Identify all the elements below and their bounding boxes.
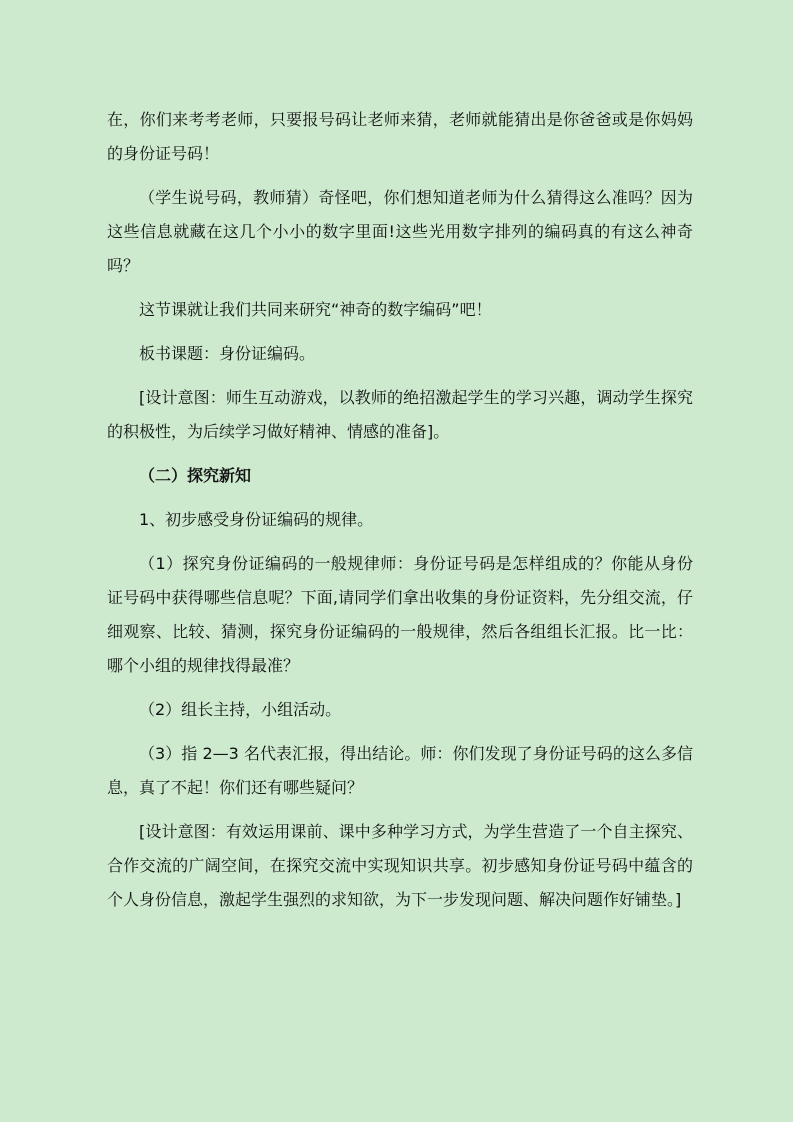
paragraph-step-1-1: （1）探究身份证编码的一般规律师：身份证号码是怎样组成的？你能从身份证号码中获得哪些信息呢？下面,请同学们拿出收集的身份证资料，先分组交流，仔细观察、比较、猜测，探究身份证编码的一般规律，然后各组组长汇报。比一比：哪个小组的规律找得最准？ (107, 554, 693, 675)
paragraph-design-intent-1: [设计意图：师生互动游戏，以教师的绝招激起学生的学习兴趣，调动学生探究的积极性，为后续学习做好精神、情感的准备]。 (107, 388, 693, 441)
section-heading-explore: （二）探究新知 (139, 466, 252, 485)
paragraph-lesson-topic: 这节课就让我们共同来研究“神奇的数字编码”吧！ (139, 300, 492, 319)
paragraph-step-1: 1、初步感受身份证编码的规律。 (139, 510, 374, 529)
paragraph-step-1-3: （3）指 2—3 名代表汇报，得出结论。师：你们发现了身份证号码的这么多信息，真了不起！你们还有哪些疑问？ (107, 744, 693, 797)
paragraph-student-number: （学生说号码，教师猜）奇怪吧，你们想知道老师为什么猜得这么准吗？因为这些信息就藏在这几个小小的数字里面!这些光用数字排列的编码真的有这么神奇吗？ (107, 188, 693, 275)
paragraph-step-1-2: （2）组长主持，小组活动。 (139, 700, 342, 719)
paragraph-design-intent-2: [设计意图：有效运用课前、课中多种学习方式，为学生营造了一个自主探究、合作交流的广阔空间，在探究交流中实现知识共享。初步感知身份证号码中蕴含的个人身份信息，激起学生强烈的求知欲，为下一步发现问题、解决问题作好铺垫。] (107, 822, 693, 909)
paragraph-board-title: 板书课题：身份证编码。 (139, 344, 316, 363)
document-body (107, 103, 693, 927)
paragraph-intro: 在，你们来考考老师，只要报号码让老师来猜，老师就能猜出是你爸爸或是你妈妈的身份证号码！ (107, 110, 693, 163)
